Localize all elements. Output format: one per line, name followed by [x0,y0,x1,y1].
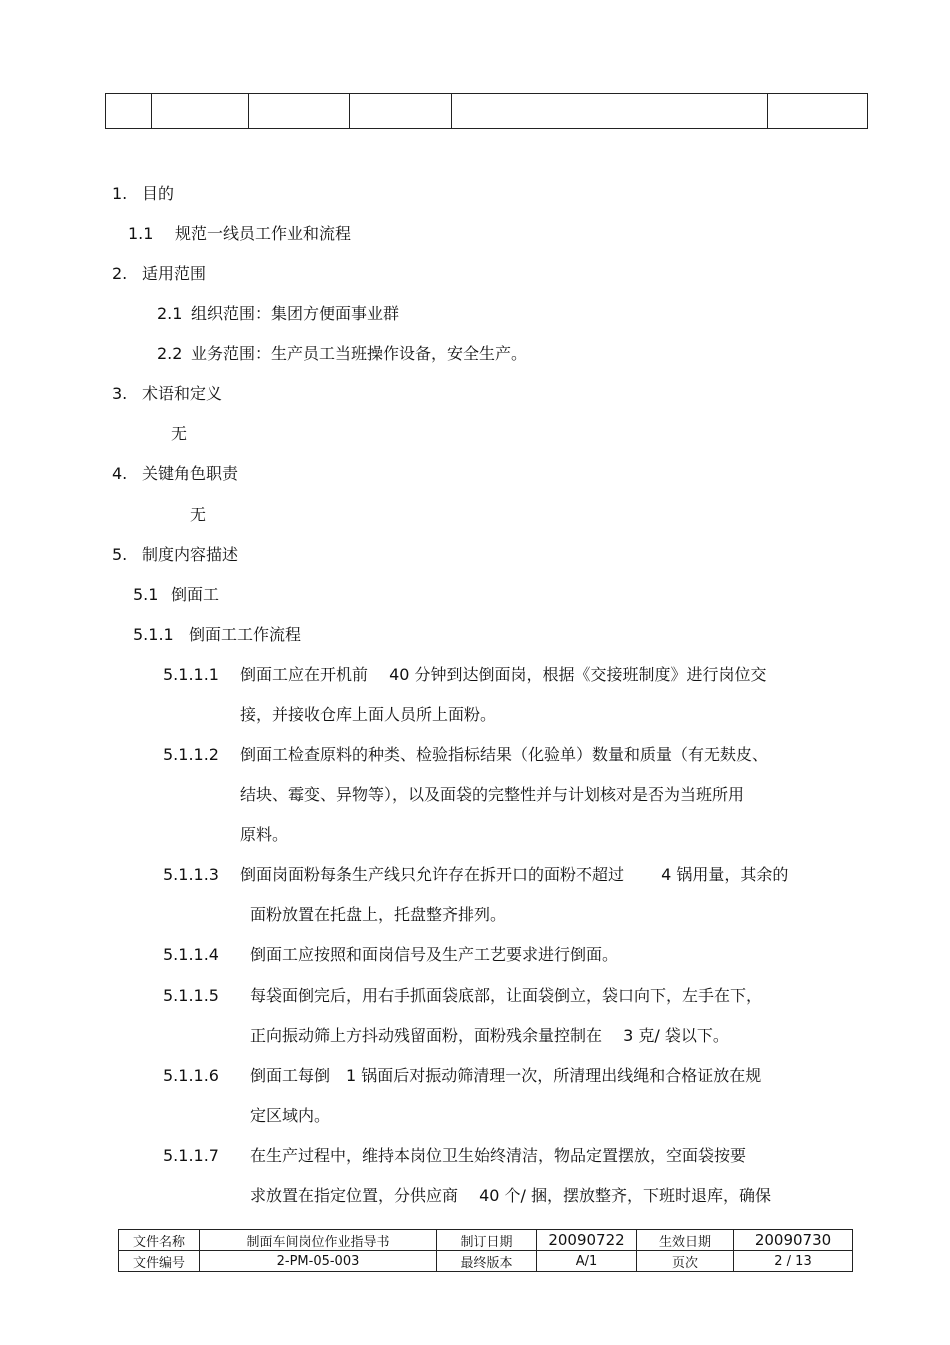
section-4 [112,464,238,484]
section-title: 关键角色职责 [142,464,239,483]
effective-date: 20090730 [734,1230,853,1251]
section-3 [112,384,222,404]
section-number: 5.1 [133,585,159,604]
section-title: 适用范围 [142,264,207,283]
item-line: 倒面工应按照和面岗信号及生产工艺要求进行倒面。 [250,945,619,964]
item-line: 面粉放置在托盘上，托盘整齐排列。 [250,905,507,924]
item-line: 原料。 [240,825,289,844]
section-number: 5. [112,545,128,564]
section-number: 5.1.1 [133,625,174,644]
doc-no-label: 文件编号 [119,1251,200,1272]
section-5-1-1 [133,625,301,645]
section-number: 1.1 [128,224,154,243]
item-number: 5.1.1.3 [163,865,219,884]
section-title: 术语和定义 [142,384,223,403]
doc-name: 制面车间岗位作业指导书 [200,1230,437,1251]
footer-table [118,1229,853,1272]
item-number: 5.1.1.7 [163,1146,219,1165]
item-number: 5.1.1.2 [163,745,219,764]
section-title: 业务范围：生产员工当班操作设备，安全生产。 [191,344,528,363]
doc-no: 2-PM-05-003 [200,1251,437,1272]
item-line: 接，并接收仓库上面人员所上面粉。 [240,705,497,724]
section-2-2 [157,344,527,364]
section-2 [112,264,206,284]
revise-date: 20090722 [537,1230,637,1251]
section-title: 组织范围：集团方便面事业群 [191,304,400,323]
doc-name-label: 文件名称 [119,1230,200,1251]
item-line: 在生产过程中，维持本岗位卫生始终清洁，物品定置摆放，空面袋按要 [250,1146,747,1165]
section-2-1 [157,304,399,324]
item-number: 5.1.1.6 [163,1066,219,1085]
section-title: 目的 [142,184,175,203]
item-line: 结块、霉变、异物等），以及面袋的完整性并与计划核对是否为当班所用 [240,785,745,804]
section-number: 2. [112,264,128,283]
section-title: 倒面工 [171,585,220,604]
header-row [106,94,868,129]
header-cell [152,94,249,129]
header-cell [768,94,868,129]
item-line: 求放置在指定位置，分供应商 40 个/ 捆，摆放整齐，下班时退库，确保 [250,1186,772,1205]
item-line: 倒面岗面粉每条生产线只允许存在拆开口的面粉不超过 4 锅用量，其余的 [240,865,789,884]
item-line: 倒面工每倒 1 锅面后对振动筛清理一次，所清理出线绳和合格证放在规 [250,1066,762,1085]
section-title: 制度内容描述 [142,545,239,564]
header-table [105,93,868,129]
section-title: 规范一线员工作业和流程 [175,224,352,243]
section-5 [112,545,238,565]
revise-date-label: 制订日期 [437,1230,537,1251]
section-number: 2.2 [157,344,183,363]
item-line: 倒面工应在开机前 40 分钟到达倒面岗，根据《交接班制度》进行岗位交 [240,665,767,684]
item-line: 定区域内。 [250,1106,331,1125]
section-1-1 [128,224,351,244]
effective-date-label: 生效日期 [637,1230,734,1251]
item-line: 正向振动筛上方抖动残留面粉，面粉残余量控制在 3 克/ 袋以下。 [250,1026,729,1045]
footer-row [119,1251,853,1272]
final-version: A/1 [537,1251,637,1272]
header-cell [106,94,152,129]
footer-row [119,1230,853,1251]
section-number: 2.1 [157,304,183,323]
section-number: 4. [112,464,128,483]
final-version-label: 最终版本 [437,1251,537,1272]
section-3-body: 无 [171,424,188,443]
page-label: 页次 [637,1251,734,1272]
section-5-1 [133,585,219,605]
item-line: 每袋面倒完后，用右手抓面袋底部，让面袋倒立，袋口向下，左手在下， [250,986,763,1005]
item-number: 5.1.1.1 [163,665,219,684]
header-cell [249,94,350,129]
header-cell [350,94,452,129]
section-1 [112,184,174,204]
header-cell [452,94,768,129]
section-number: 1. [112,184,128,203]
page-number: 2 / 13 [734,1251,853,1272]
section-4-body: 无 [190,505,207,524]
section-title: 倒面工工作流程 [189,625,302,644]
item-number: 5.1.1.5 [163,986,219,1005]
item-line: 倒面工检查原料的种类、检验指标结果（化验单）数量和质量（有无麸皮、 [240,745,769,764]
section-number: 3. [112,384,128,403]
item-number: 5.1.1.4 [163,945,219,964]
